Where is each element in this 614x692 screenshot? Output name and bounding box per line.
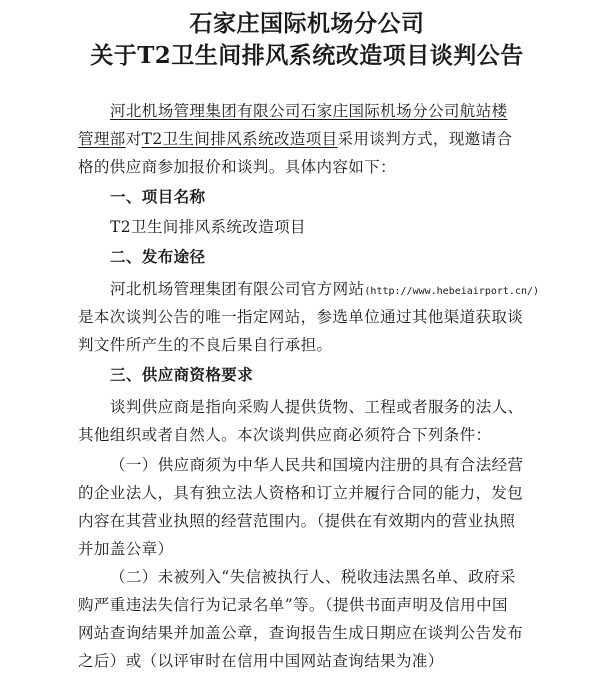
section-3-para-line-2: 其他组织或者自然人。本次谈判供应商必须符合下列条件： bbox=[78, 426, 492, 444]
section-3-heading: 三、供应商资格要求 bbox=[110, 366, 254, 384]
condition-1-line-2: 的企业法人，具有独立法人资格和订立并履行合同的能力，发包 bbox=[78, 484, 524, 502]
intro-dept: 管理部 bbox=[78, 130, 126, 148]
section-1-heading: 一、项目名称 bbox=[110, 188, 206, 206]
intro-rest: 采用谈判方式，现邀请合 bbox=[337, 130, 513, 148]
section-2-line-1 bbox=[110, 278, 590, 303]
section-3-para-line-1: 谈判供应商是指向采购人提供货物、工程或者服务的法人、 bbox=[110, 398, 524, 416]
condition-1-line-1: （一）供应商须为中华人民共和国境内注册的具有合法经营 bbox=[110, 456, 524, 474]
website-url: (http://www.hebeiairport.cn/) bbox=[364, 286, 540, 297]
condition-2-line-2: 购严重违法失信行为记录名单”等。（提供书面声明及信用中国 bbox=[78, 596, 508, 614]
intro-line-2 bbox=[78, 128, 558, 150]
section-2-website-text: 河北机场管理集团有限公司官方网站 bbox=[110, 280, 365, 298]
intro-line-3: 格的供应商参加报价和谈判。具体内容如下： bbox=[78, 158, 397, 176]
condition-1-line-4: 并加盖公章） bbox=[78, 540, 174, 558]
condition-2-line-1: （二）未被列入“失信被执行人、税收违法黑名单、政府采 bbox=[110, 568, 516, 586]
title-line-1: 石家庄国际机场分公司 bbox=[189, 10, 425, 37]
section-2-line-3: 判文件所产生的不良后果自行承担。 bbox=[78, 336, 333, 354]
section-1-content: T2卫生间排风系统改造项目 bbox=[110, 218, 306, 236]
intro-line-1 bbox=[110, 100, 590, 122]
intro-org: 河北机场管理集团有限公司石家庄国际机场分公司航站楼 bbox=[110, 102, 508, 120]
title-line-2: 关于T2卫生间排风系统改造项目谈判公告 bbox=[90, 42, 524, 69]
condition-2-line-4: 之后）或（以评审时在信用中国网站查询结果为准） bbox=[78, 652, 444, 670]
condition-1-line-3: 内容在其营业执照的经营范围内。（提供在有效期内的营业执照 bbox=[78, 512, 516, 530]
section-2-heading: 二、发布途径 bbox=[110, 248, 206, 266]
intro-project: T2卫生间排风系统改造项目 bbox=[141, 130, 338, 148]
intro-dui: 对 bbox=[125, 130, 142, 148]
condition-2-line-3: 网站查询结果并加盖公章，查询报告生成日期应在谈判公告发布 bbox=[78, 624, 524, 642]
section-2-line-2: 是本次谈判公告的唯一指定网站，参选单位通过其他渠道获取谈 bbox=[78, 308, 524, 326]
